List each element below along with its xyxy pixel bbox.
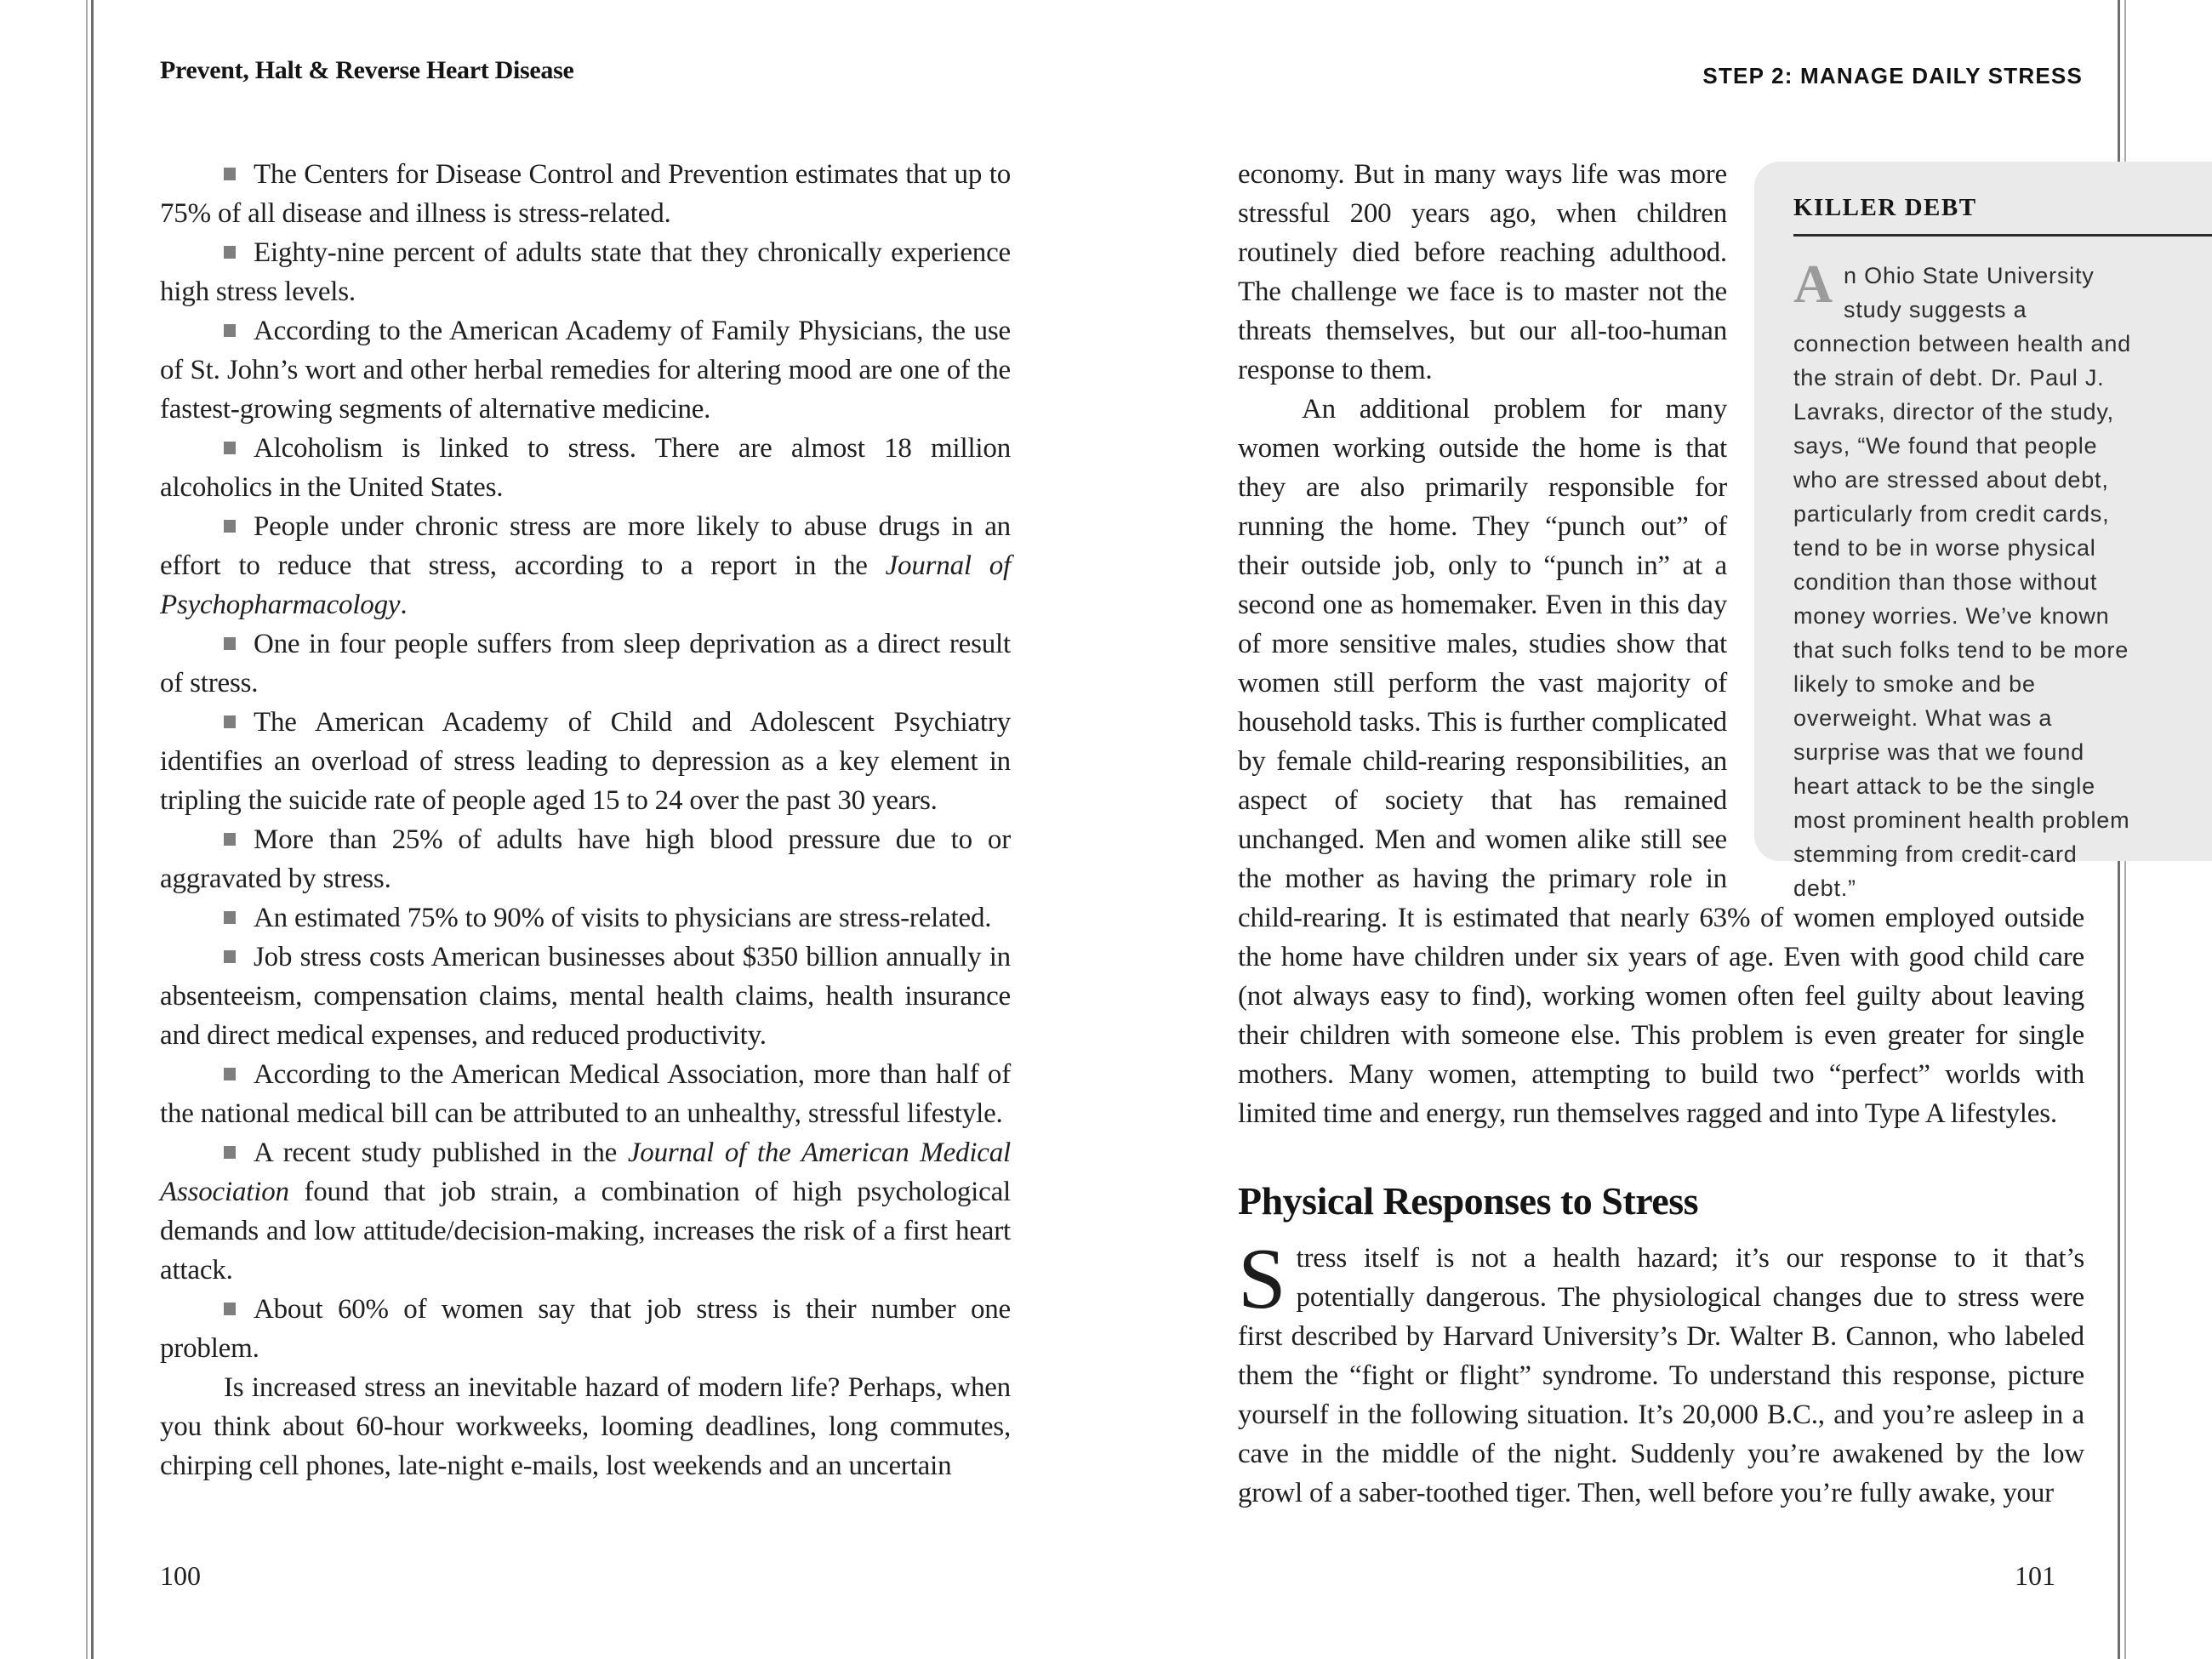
text-run: The American Academy of Child and Adolescent Psychiatry identifies an overload of stress leading to depression as a key element in tripling the suicide rate of people aged 15 to 24 over the past 30 years. (160, 707, 1011, 816)
bullet-square-icon (224, 324, 236, 337)
closing-paragraph: Is increased stress an inevitable hazard of modern life? Perhaps, when you think about 60-hour workweeks, looming deadlines, long commutes, chirping cell phones, late-night e-mails, lost weekends and an uncertain (160, 1372, 1011, 1481)
bullet-square-icon (224, 442, 236, 454)
text-run: Job stress costs American businesses about $350 billion annually in absenteeism, compensation claims, mental health claims, health insurance and direct medical expenses, and reduced productivity. (160, 942, 1011, 1051)
running-head-right: STEP 2: MANAGE DAILY STRESS (1702, 63, 2083, 88)
page-edge-line-left (91, 0, 94, 1659)
bullet-square-icon (224, 1303, 236, 1315)
bullet-square-icon (224, 833, 236, 846)
bullet-square-icon (224, 1146, 236, 1159)
sidebar-title: KILLER DEBT (1793, 194, 1977, 221)
bullet-item (160, 507, 1011, 624)
bullet-item (160, 311, 1011, 429)
sidebar-body-text: n Ohio State University study suggests a connection between health and the strain of debt. Dr. Paul J. Lavraks, director of the study, says, “We found that people who are stressed about debt, particularly from credit cards, tend to be in worse physical condition than those without money worries. We’ve known that such folks tend to be more likely to smoke and be overweight. What was a surprise was that we found heart attack to be the single most prominent health problem stemming from credit-card debt.” (1793, 263, 2131, 901)
page-number-left: 100 (160, 1560, 201, 1591)
page-number-right: 101 (2015, 1560, 2055, 1591)
text-run: One in four people suffers from sleep deprivation as a direct result of stress. (160, 629, 1011, 698)
bullet-item (160, 703, 1011, 820)
bullet-square-icon (224, 1068, 236, 1080)
bullet-square-icon (224, 911, 236, 924)
bullet-square-icon (224, 168, 236, 180)
bullet-square-icon (224, 950, 236, 963)
bullet-item (160, 624, 1011, 703)
text-run: found that job strain, a combination of high psychological demands and low attitude/decision-making, increases the risk of a first heart attack. (160, 1177, 1011, 1286)
text-run: People under chronic stress are more likely to abuse drugs in an effort to reduce that stress, according to a report in the (160, 511, 1011, 581)
bullet-item (160, 155, 1011, 233)
text-run: More than 25% of adults have high blood pressure due to or aggravated by stress. (160, 824, 1011, 894)
text-run: About 60% of women say that job stress is their number one problem. (160, 1294, 1011, 1364)
drop-cap-s: S (1238, 1231, 1286, 1327)
bullet-square-icon (224, 715, 236, 728)
bullet-item (160, 1133, 1011, 1290)
killer-debt-sidebar (1754, 162, 2212, 901)
italic-run: Journal of Psychopharmacology (160, 550, 1011, 620)
running-head-left: Prevent, Halt & Reverse Heart Disease (160, 56, 574, 84)
text-run: . (400, 590, 408, 620)
sidebar-body (1793, 254, 2137, 905)
text-run: The Centers for Disease Control and Prevention estimates that up to 75% of all disease and illness is stress-related. (160, 159, 1011, 229)
page-edge-line-left (86, 0, 88, 1659)
paragraph-continuation: economy. But in many ways life was more stressful 200 years ago, when children routinely died before reaching adulthood. The challenge we face is to master not the threats themselves, but our all-too-human response to them. (1238, 159, 1727, 385)
text-run: A recent study published in the (254, 1137, 628, 1168)
text-run: Alcoholism is linked to stress. There are almost 18 million alcoholics in the United States. (160, 433, 1011, 503)
section-paragraph (1238, 1231, 2084, 1513)
bullet-item (160, 938, 1011, 1055)
section-heading: Physical Responses to Stress (1238, 1179, 1699, 1223)
text-run: Eighty-nine percent of adults state that they chronically experience high stress levels. (160, 237, 1011, 307)
bullet-item (160, 820, 1011, 898)
text-run: According to the American Medical Association, more than half of the national medical bill can be attributed to an unhealthy, stressful lifestyle. (160, 1059, 1011, 1129)
bullet-item (160, 429, 1011, 507)
bullet-item (160, 898, 1011, 938)
sidebar-rule (1793, 234, 2212, 237)
bullet-list (160, 155, 1011, 1368)
bullet-square-icon (224, 637, 236, 650)
section-paragraph-text: tress itself is not a health hazard; it’s our response to it that’s potentially dangerous. The physiological changes due to stress were first described by Harvard University’s Dr. Walter B. Cannon, who labeled them the “fight or flight” syndrome. To understand this response, picture yourself in the following situation. It’s 20,000 B.C., and you’re asleep in a cave in the middle of the night. Suddenly you’re awakened by the low growl of a saber-toothed tiger. Then, well before you’re fully awake, your (1238, 1243, 2084, 1508)
bullet-item (160, 1290, 1011, 1368)
bullet-item (160, 1055, 1011, 1133)
drop-cap-a: A (1793, 254, 1834, 314)
text-run: According to the American Academy of Family Physicians, the use of St. John’s wort and other herbal remedies for altering mood are one of the fastest-growing segments of alternative medicine. (160, 316, 1011, 425)
bullet-square-icon (224, 246, 236, 259)
bullet-square-icon (224, 520, 236, 533)
text-run: An estimated 75% to 90% of visits to physicians are stress-related. (254, 903, 992, 933)
bullet-item (160, 233, 1011, 311)
italic-run: Journal of the American Medical Association (160, 1137, 1012, 1207)
left-page-column (160, 155, 1011, 1485)
paragraph-women: An additional problem for many women working outside the home is that they are also primarily responsible for running the home. They “punch out” of their outside job, only to “punch in” at a second one as homemaker. Even in this day of more sensitive males, studies show that women still perform the vast majority of household tasks. This is further complicated by female child-rearing responsibilities, an aspect of society that has remained unchanged. Men and women alike still see the mother as having the primary role in child-rearing. It is estimated that nearly 63% of women employed outside the home have children under six years of age. Even with good child care (not always easy to find), working women often feel guilty about leaving their children with someone else. This problem is even greater for single mothers. Many women, attempting to build two “perfect” worlds with limited time and energy, run themselves ragged and into Type A lifestyles. (1238, 394, 2084, 1129)
